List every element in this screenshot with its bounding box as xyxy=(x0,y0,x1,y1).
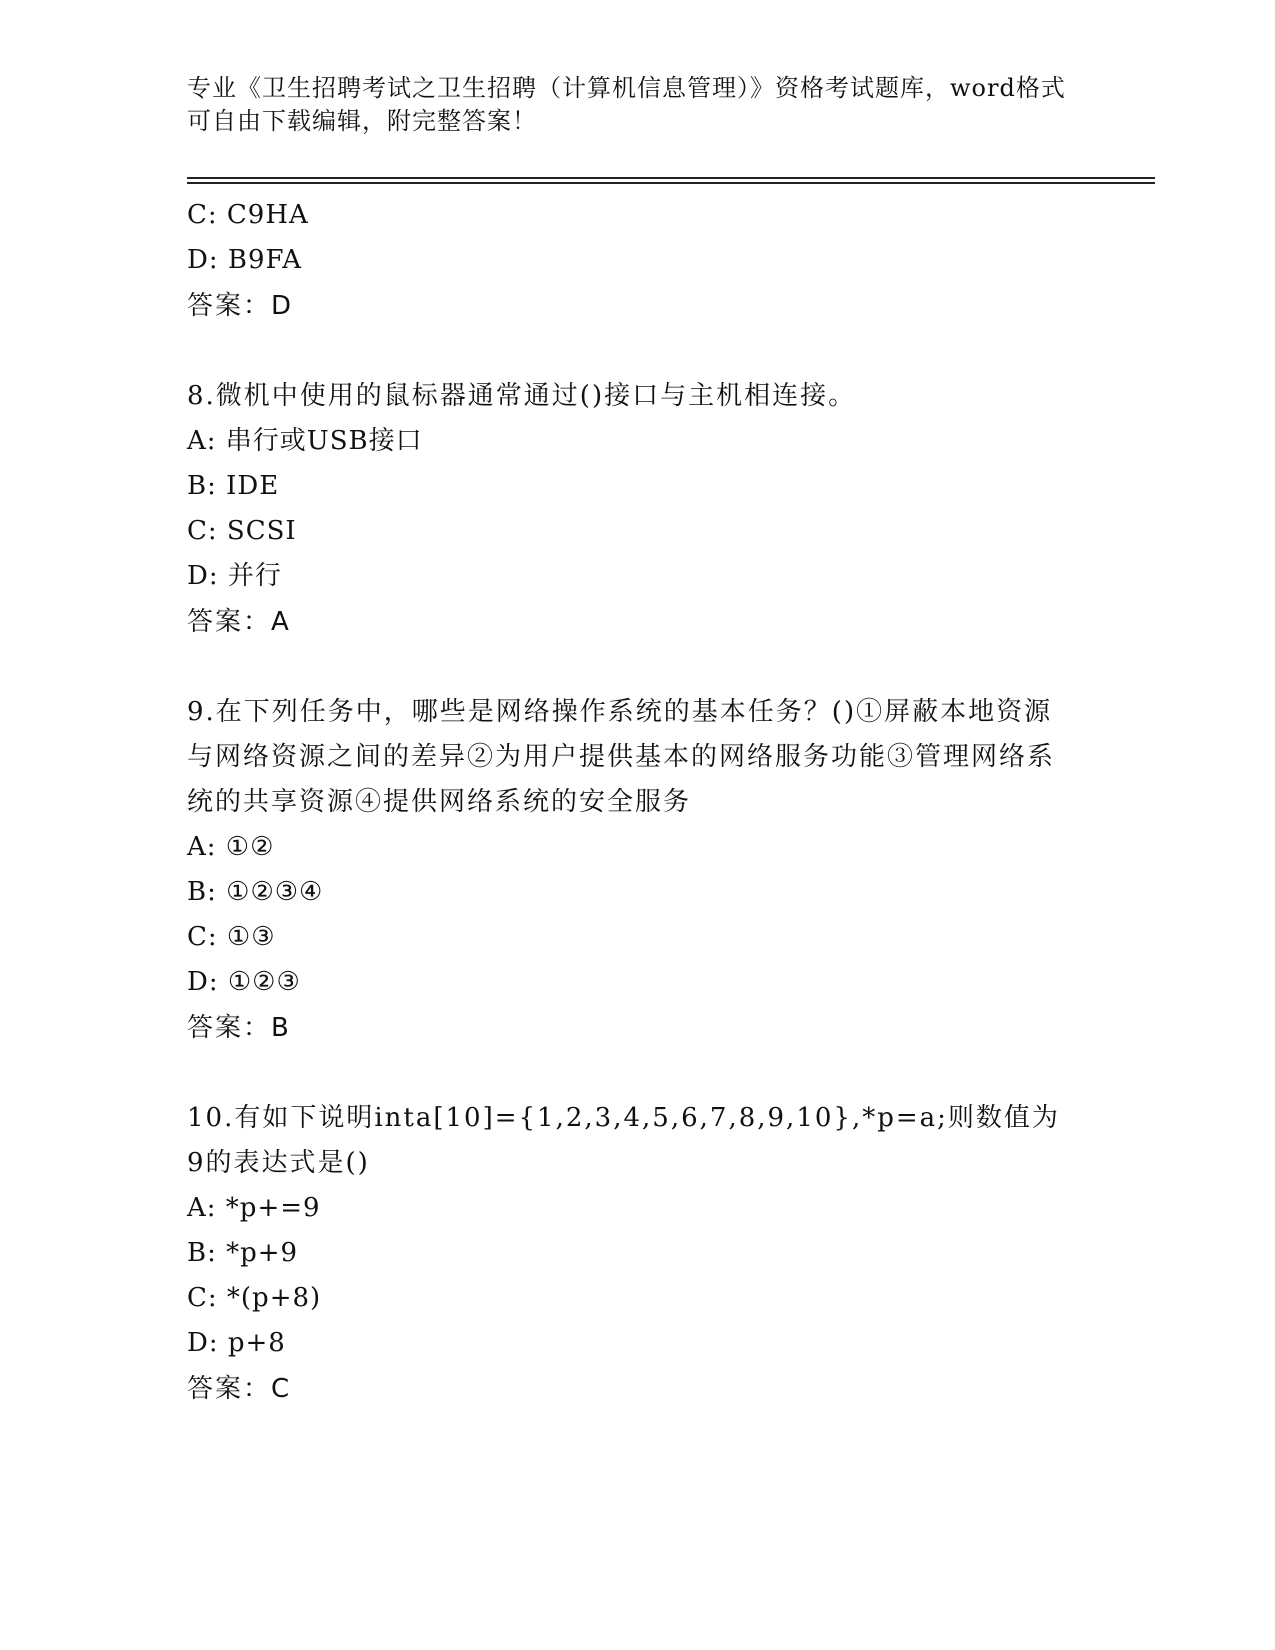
option-b: B: *p+9 xyxy=(187,1238,299,1268)
header-divider-bottom xyxy=(187,182,1155,184)
question-8 xyxy=(187,374,1067,645)
answer-line: 答案：B xyxy=(187,1013,291,1043)
option-c: C: SCSI xyxy=(187,516,297,546)
option-c: C: ①③ xyxy=(187,922,276,952)
option-d: D: ①②③ xyxy=(187,967,301,997)
question-list xyxy=(187,193,1067,1412)
option-d: D: B9FA xyxy=(187,245,303,275)
question-9 xyxy=(187,690,1067,1051)
question-10 xyxy=(187,1096,1067,1412)
answer-line: 答案：D xyxy=(187,291,294,321)
option-a: A: ①② xyxy=(187,832,275,862)
question-text: 9.在下列任务中，哪些是网络操作系统的基本任务？()①屏蔽本地资源与网络资源之间的差异②为用户提供基本的网络服务功能③管理网络系统的共享资源④提供网络系统的安全服务 xyxy=(187,697,1056,817)
option-c: C: C9HA xyxy=(187,200,309,230)
option-b: B: ①②③④ xyxy=(187,877,324,907)
question-text: 8.微机中使用的鼠标器通常通过()接口与主机相连接。 xyxy=(187,381,857,411)
answer-line: 答案：A xyxy=(187,607,291,637)
answer-line: 答案：C xyxy=(187,1374,292,1404)
option-d: D: p+8 xyxy=(187,1328,286,1358)
option-b: B: IDE xyxy=(187,471,280,501)
document-header: 专业《卫生招聘考试之卫生招聘（计算机信息管理）》资格考试题库，word格式可自由下载编辑，附完整答案！ xyxy=(187,74,1066,135)
option-d: D: 并行 xyxy=(187,561,282,591)
question-text: 10.有如下说明inta[10]={1,2,3,4,5,6,7,8,9,10},*p=a;则数值为9的表达式是() xyxy=(187,1103,1060,1178)
option-c: C: *(p+8) xyxy=(187,1283,322,1313)
question-7-partial xyxy=(187,193,1067,329)
header-divider-top xyxy=(187,177,1155,179)
option-a: A: *p+=9 xyxy=(187,1193,321,1223)
option-a: A: 串行或USB接口 xyxy=(187,426,423,456)
